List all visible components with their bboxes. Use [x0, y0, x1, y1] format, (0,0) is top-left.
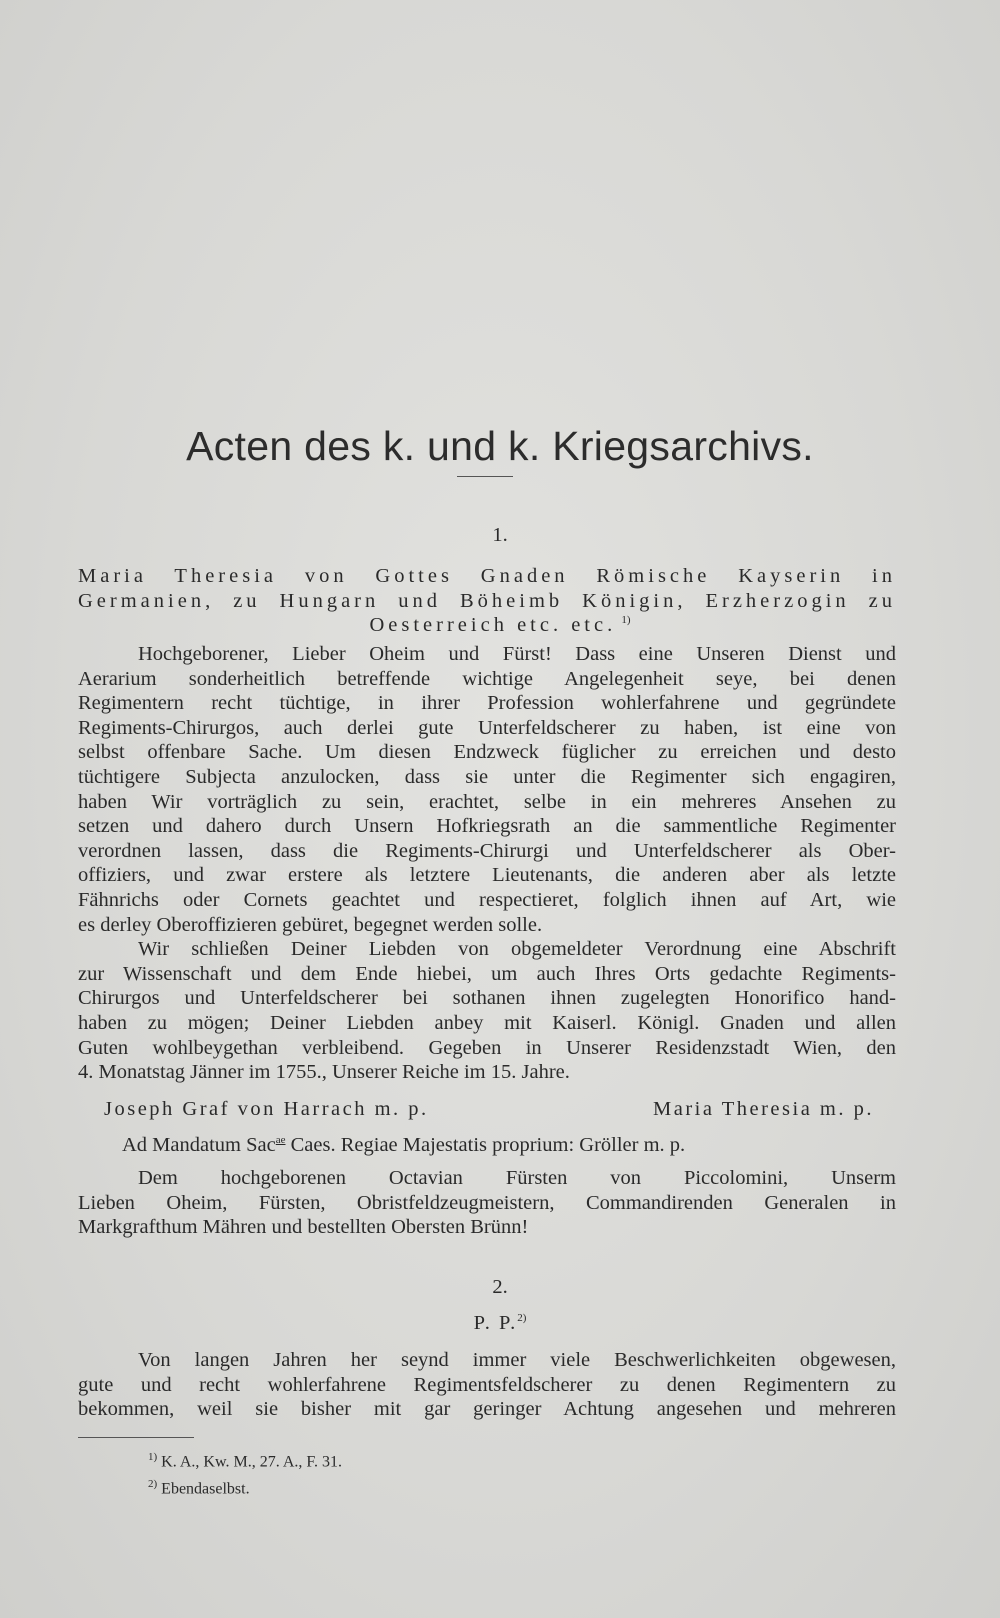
- text-line: setzen und dahero durch Unsern Hofkriegsrath an die sammentliche Regimenter: [78, 815, 896, 838]
- text-line: es derley Oberoffizieren gebüret, begegnet werden solle.: [78, 913, 543, 936]
- text-line: Chirurgos und Unterfeldscherer bei sothanen ihnen zugelegten Honorifico hand-: [78, 987, 896, 1010]
- paragraph-1: [78, 642, 896, 937]
- section-2-body: [78, 1348, 896, 1422]
- text-line: Lieben Oheim, Fürsten, Obristfeldzeugmeistern, Commandirenden Generalen in: [78, 1191, 896, 1214]
- footnote-1: [148, 1446, 342, 1473]
- text-line: Fähnrichs oder Cornets geachtet und respectieret, folglich ihnen auf Art, wie: [78, 888, 896, 911]
- text-line: haben Wir vorträglich zu sein, erachtet, selbe in ein mehreres Ansehen zu: [78, 790, 896, 813]
- page-title: Acten des k. und k. Kriegsarchivs.: [186, 423, 814, 470]
- text-line: Guten wohlbeygethan verbleibend. Gegeben in Unserer Residenzstadt Wien, den: [78, 1036, 896, 1059]
- text-line: verordnen lassen, dass die Regiments-Chirurgi und Unterfeldscherer als Ober-: [78, 839, 896, 862]
- section-number-1: 1.: [492, 524, 508, 546]
- text-line: Markgrafthum Mähren und bestellten Obersten Brünn!: [78, 1216, 529, 1239]
- section-number-2: 2.: [492, 1276, 508, 1298]
- text-line: tüchtigere Subjecta anzulocken, dass sie unter die Regimenter sich engagiren,: [78, 765, 896, 788]
- mandatum-suffix: Caes. Regiae Majestatis proprium: Gröller m. p.: [285, 1134, 686, 1156]
- text-line: Regimentern recht tüchtige, in ihrer Profession wohlerfahrene und gegründete: [78, 692, 896, 715]
- footnote-2: [148, 1473, 342, 1500]
- section-2-heading: [0, 1312, 1000, 1335]
- footnote-ref-2: 2): [517, 1312, 527, 1325]
- footnote-text: K. A., Kw. M., 27. A., F. 31.: [161, 1453, 342, 1471]
- signature-maria-theresia: Maria Theresia m. p.: [653, 1098, 874, 1120]
- heading-line-3: Oesterreich etc. etc.: [369, 614, 617, 636]
- text-line: Von langen Jahren her seynd immer viele Beschwerlichkeiten obgewesen,: [138, 1349, 896, 1371]
- paragraph-2: [78, 937, 896, 1085]
- text-line: gute und recht wohlerfahrene Regimentsfeldscherer zu denen Regimentern zu: [78, 1373, 896, 1396]
- footnote-text: Ebendaselbst.: [161, 1480, 250, 1498]
- footnote-divider: [78, 1437, 194, 1438]
- mandatum-prefix: Ad Mandatum Sac: [122, 1134, 276, 1156]
- mandatum-superscript: ae: [275, 1134, 286, 1147]
- text-line: haben zu mögen; Deiner Liebden anbey mit Kaiserl. Königl. Gnaden und allen: [78, 1011, 896, 1034]
- text-line: Aerarium sonderheitlich betreffende wichtige Angelegenheit seye, bei denen: [78, 667, 896, 690]
- text-line: bekommen, weil sie bisher mit gar geringer Achtung angesehen und mehreren: [78, 1398, 896, 1421]
- text-line: Hochgeborener, Lieber Oheim und Fürst! Dass eine Unseren Dienst und: [138, 643, 896, 665]
- section-1-body: [78, 642, 896, 1085]
- footnote-mark: 2): [148, 1478, 158, 1491]
- heading-line-2: Germanien, zu Hungarn und Böheimb Königin, Erzherzogin zu: [78, 590, 896, 612]
- heading-pp: P. P.: [473, 1312, 518, 1334]
- text-line: zur Wissenschaft und dem Ende hiebei, um auch Ihres Orts gedachte Regiments-: [78, 962, 896, 985]
- heading-line-1: Maria Theresia von Gottes Gnaden Römische Kayserin in: [78, 565, 896, 587]
- signature-harrach: Joseph Graf von Harrach m. p.: [104, 1098, 429, 1120]
- paragraph-3: [78, 1166, 896, 1240]
- text-line: selbst offenbare Sache. Um diesen Endzweck füglicher zu erreichen und desto: [78, 741, 896, 764]
- paragraph-4: [78, 1348, 896, 1422]
- signature-row: [104, 1098, 874, 1121]
- footnote-ref-1: 1): [621, 614, 631, 627]
- section-1-heading: [78, 564, 896, 614]
- text-line: offiziers, und zwar erstere als letztere Lieutenants, die anderen aber als letzte: [78, 864, 896, 887]
- text-line: Dem hochgeborenen Octavian Fürsten von Piccolomini, Unserm: [138, 1167, 896, 1189]
- text-line: Wir schließen Deiner Liebden von obgemeldeter Verordnung eine Abschrift: [138, 938, 896, 961]
- text-line: Regiments-Chirurgos, auch derlei gute Unterfeldscherer zu haben, ist eine von: [78, 716, 896, 739]
- addressee-block: [78, 1166, 896, 1240]
- section-1-heading-line-3: [0, 614, 1000, 637]
- mandatum-line: [122, 1134, 685, 1157]
- text-line: 4. Monatstag Jänner im 1755., Unserer Reiche im 15. Jahre.: [78, 1061, 570, 1084]
- footnote-mark: 1): [148, 1451, 158, 1463]
- footnotes: [148, 1446, 342, 1501]
- title-divider: [457, 476, 513, 477]
